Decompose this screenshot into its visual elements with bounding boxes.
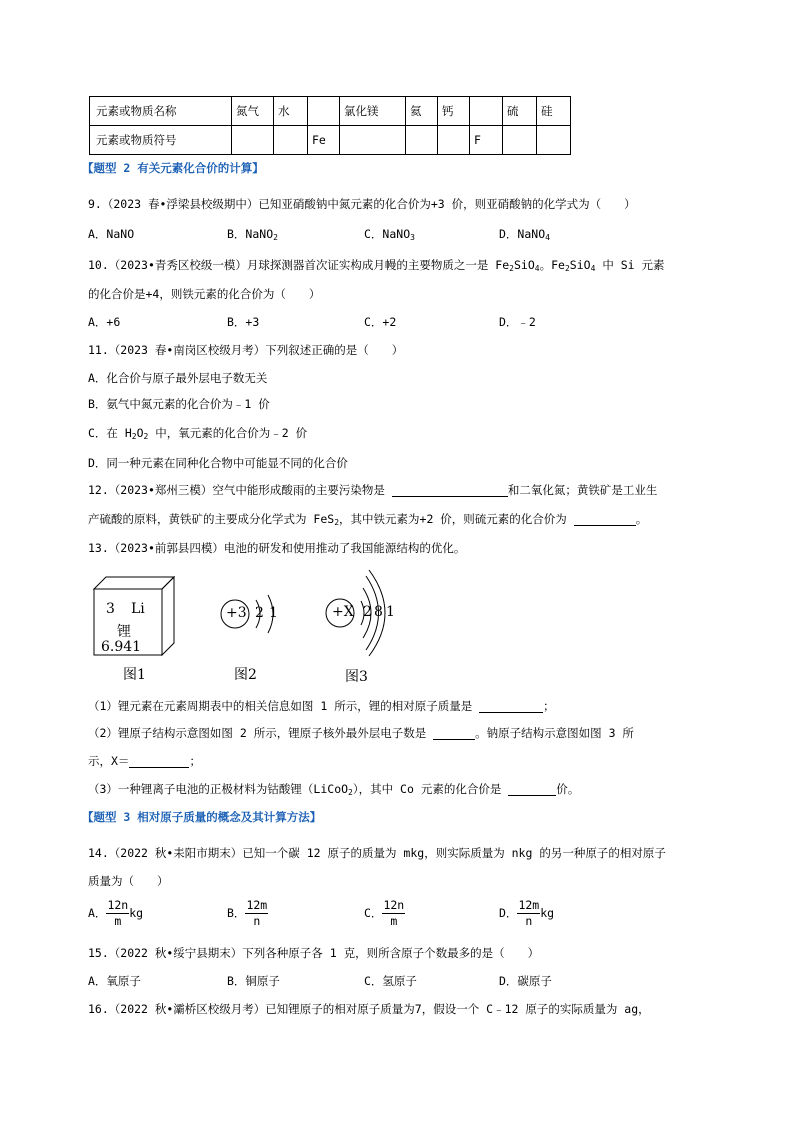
q10-option-d: D．﹣2 — [499, 315, 536, 329]
fig3-shell: 2 — [363, 604, 372, 620]
table-cell: 水 — [274, 97, 308, 126]
q11-option-b: B．氨气中氮元素的化合价为﹣1 价 — [88, 397, 270, 411]
q13-stem: 13.（2023•前郭县四模）电池的研发和使用推动了我国能源结构的优化。 — [88, 541, 466, 555]
q16-line-1: 16.（2022 秋•灞桥区校级月考）已知锂原子的相对原子质量为7，假设一个 C﹣12 原子的实际质量为 ag， — [88, 1002, 650, 1016]
q9-stem: 9.（2023 春•浮梁县校级期中）已知亚硝酸钠中氮元素的化合价为+3 价，则亚硝酸钠的化学式为（ ） — [88, 197, 636, 211]
table-cell — [438, 126, 470, 155]
fig1-mass: 6.941 — [101, 639, 142, 655]
fig2-shell: 2 — [255, 605, 264, 621]
fraction: $\frac{12n}{m}$ — [383, 898, 405, 928]
table-cell — [537, 126, 571, 155]
table-row — [90, 97, 571, 126]
q14-option-a: A． $\frac{12n}{m}$ kg — [88, 898, 144, 928]
table-cell: 氯化镁 — [340, 97, 406, 126]
table-cell — [232, 126, 274, 155]
answer-blank[interactable] — [574, 513, 636, 526]
fraction: $\frac{12n}{m}$ — [107, 898, 129, 928]
fig2-shell: 1 — [269, 605, 278, 621]
fraction: $\frac{12m}{n}$ — [246, 898, 268, 928]
table-cell: 硅 — [537, 97, 571, 126]
q11-stem: 11.（2023 春•南岗区校级月考）下列叙述正确的是（ ） — [88, 343, 404, 357]
answer-blank[interactable] — [129, 755, 189, 768]
table-cell: 钙 — [438, 97, 470, 126]
q9-option-b: B．NaNO$_2$ — [227, 227, 278, 242]
q9-option-c: C．NaNO$_3$ — [364, 227, 415, 242]
fig1-atomic-number: 3 — [106, 601, 115, 617]
fig3-shell: 8 — [374, 604, 383, 620]
q14-option-d: D． $\frac{12m}{n}$ kg — [499, 898, 555, 928]
table-cell: F — [470, 126, 503, 155]
q10-line-2: 的化合价是+4，则铁元素的化合价为（ ） — [88, 287, 321, 301]
table-cell: 硫 — [503, 97, 537, 126]
q15-option-d: D．碳原子 — [499, 974, 552, 988]
q15-option-a: A．氧原子 — [88, 974, 141, 988]
table-cell — [503, 126, 537, 155]
fig1-name: 锂 — [117, 624, 131, 640]
fig2-nucleus: +3 — [226, 605, 247, 621]
q11-option-c: C．在 $H_2O_2$ 中，氧元素的化合价为﹣2 价 — [88, 426, 308, 441]
q11-option-a: A．化合价与原子最外层电子数无关 — [88, 371, 268, 385]
answer-blank[interactable] — [479, 700, 543, 713]
q13-part-2-cont: 示，X＝ ； — [88, 754, 201, 768]
fraction: $\frac{12m}{n}$ — [518, 898, 540, 928]
q14-option-b: B． $\frac{12m}{n}$ — [227, 898, 268, 928]
table-cell: 氮气 — [232, 97, 274, 126]
table-row-label: 元素或物质名称 — [90, 97, 232, 126]
q14-line-1: 14.（2022 秋•耒阳市期末）已知一个碳 12 原子的质量为 mkg，则实际质量为 nkg 的另一种原子的相对原子 — [88, 846, 666, 860]
fig3-shell: 1 — [386, 604, 395, 620]
q12-line-2: 产硫酸的原料，黄铁矿的主要成分化学式为 FeS$_2$，其中铁元素为+2 价，则硫元素的化合价为 。 — [88, 512, 648, 527]
fig1-symbol: Li — [131, 601, 145, 617]
answer-blank[interactable] — [508, 783, 556, 796]
table-cell — [406, 126, 438, 155]
table-row-label: 元素或物质符号 — [90, 126, 232, 155]
q12-line-1: 12.（2023•郑州三模）空气中能形成酸雨的主要污染物是 和二氧化氮；黄铁矿是工业生 — [88, 483, 658, 497]
fig3-label: 图3 — [345, 669, 368, 685]
table-cell: Fe — [308, 126, 340, 155]
q14-option-c: C． $\frac{12n}{m}$ — [364, 898, 405, 928]
q10-option-c: C．+2 — [364, 315, 397, 329]
q14-line-2: 质量为（ ） — [88, 874, 169, 888]
answer-blank[interactable] — [392, 484, 508, 497]
fig1-label: 图1 — [123, 667, 146, 683]
q13-part-3: （3）一种锂离子电池的正极材料为钴酸锂（LiCoO$_2$），其中 Co 元素的化合价是 价。 — [88, 782, 580, 797]
table-cell — [308, 97, 340, 126]
table-cell — [470, 97, 503, 126]
table-cell: 氦 — [406, 97, 438, 126]
q13-part-1: （1）锂元素在元素周期表中的相关信息如图 1 所示，锂的相对原子质量是 ； — [88, 699, 555, 713]
answer-blank[interactable] — [433, 727, 475, 740]
fig3-nucleus: +X — [332, 604, 354, 620]
element-table — [89, 96, 571, 155]
q9-option-d: D．NaNO$_4$ — [499, 227, 550, 242]
table-cell — [340, 126, 406, 155]
q10-line-1: 10.（2023•青秀区校级一模）月球探测器首次证实构成月幔的主要物质之一是 $Fe_2SiO_4$。$Fe_2SiO_4$ 中 Si 元素 — [88, 258, 665, 273]
fig2-label: 图2 — [234, 667, 257, 683]
section-heading-3: 【题型 3 相对原子质量的概念及其计算方法】 — [82, 810, 322, 824]
table-cell — [274, 126, 308, 155]
q15-option-c: C．氢原子 — [364, 974, 417, 988]
q10-option-a: A．+6 — [88, 315, 121, 329]
q11-option-d: D．同一种元素在同种化合物中可能显不同的化合价 — [88, 456, 348, 470]
q15-option-b: B．铜原子 — [227, 974, 280, 988]
section-heading-2: 【题型 2 有关元素化合价的计算】 — [82, 161, 264, 175]
table-row — [90, 126, 571, 155]
q13-part-2: （2）锂原子结构示意图如图 2 所示，锂原子核外最外层电子数是 。钠原子结构示意图如图 3 所 — [88, 726, 634, 740]
q10-option-b: B．+3 — [227, 315, 260, 329]
q9-option-a: A．NaNO — [88, 227, 135, 241]
q15-stem: 15.（2022 秋•绥宁县期末）下列各种原子各 1 克，则所含原子个数最多的是（ ） — [88, 946, 540, 960]
